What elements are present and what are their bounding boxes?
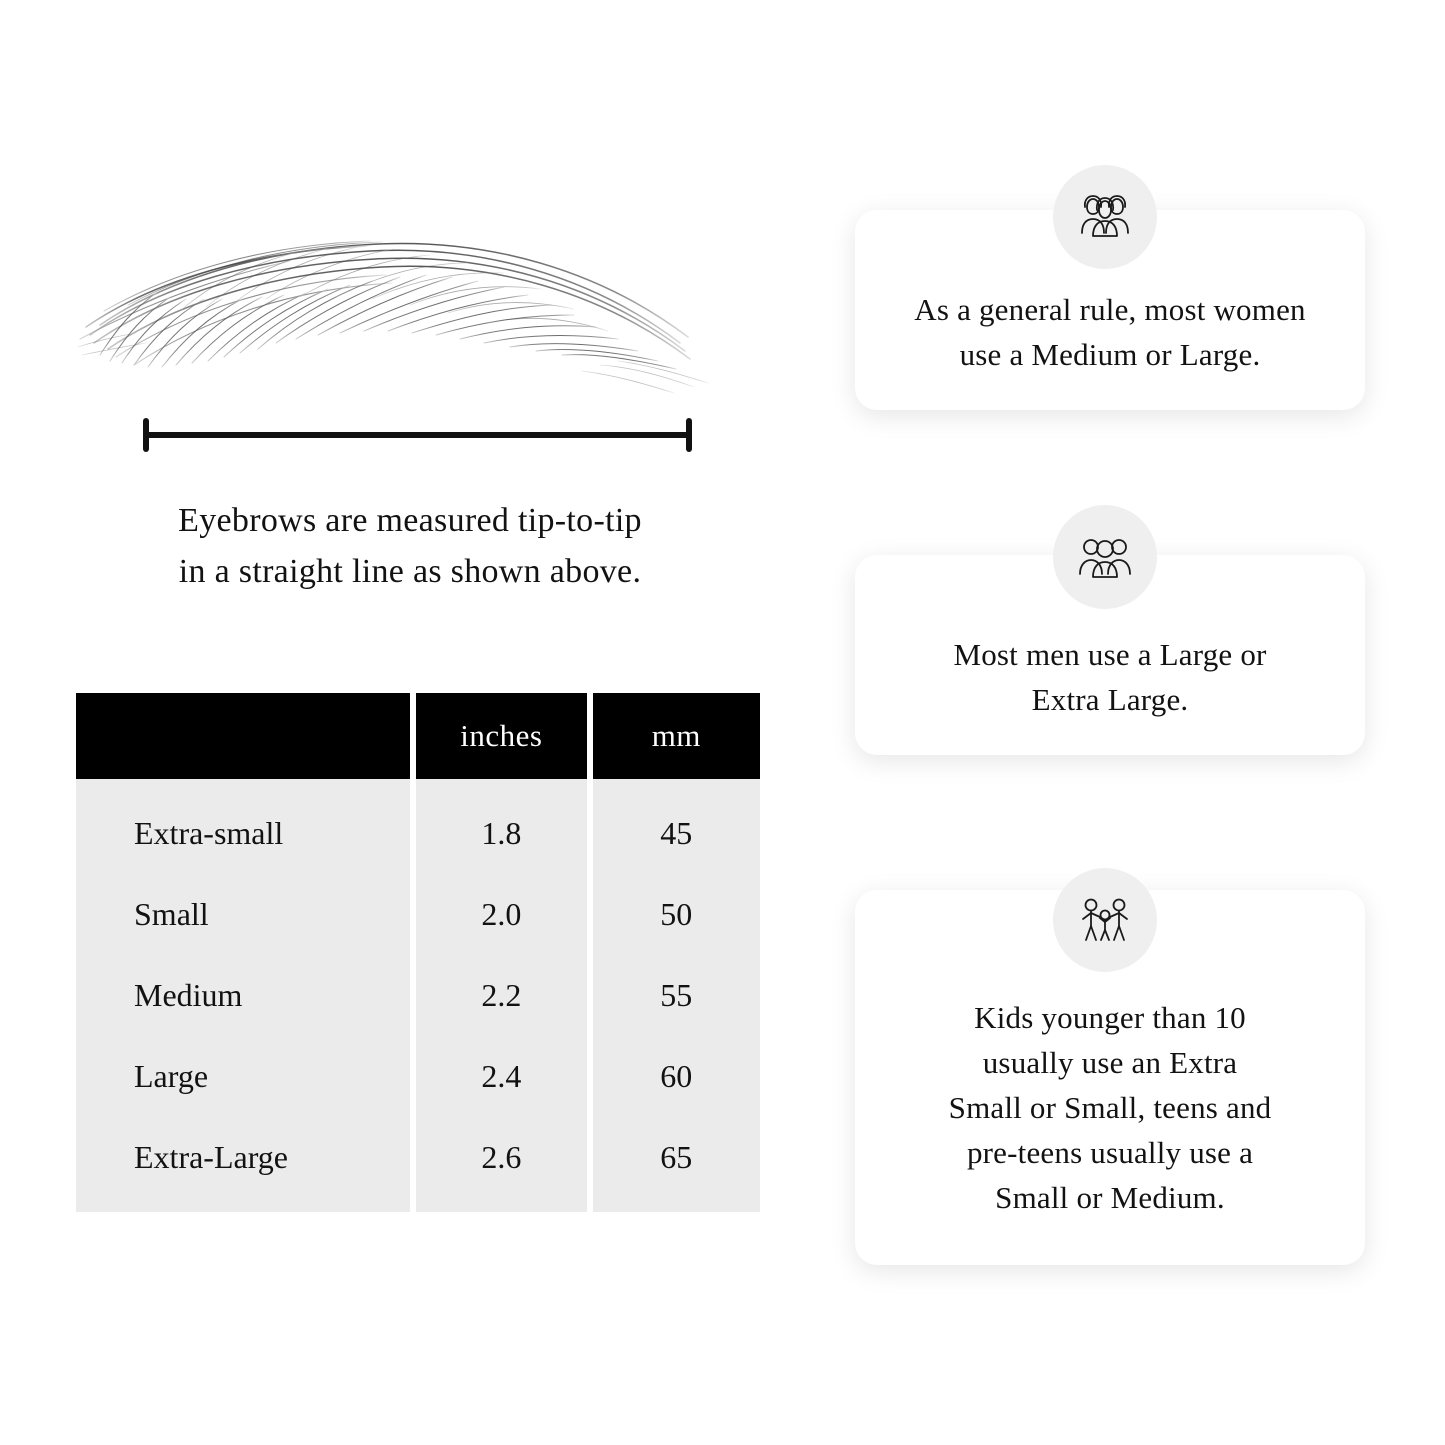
caption-line-1: Eyebrows are measured tip-to-tip [178, 502, 642, 539]
note-kids-line-4: pre-teens usually use a [966, 1134, 1254, 1170]
header-mm: mm [593, 693, 760, 779]
cell-size: Small [76, 874, 410, 955]
women-group-icon [1053, 165, 1157, 269]
note-kids-line-2: usually use an Extra [982, 1044, 1238, 1080]
measure-caption [70, 495, 750, 597]
note-men-line-2: Extra Large. [1031, 681, 1189, 717]
cell-inches: 2.2 [416, 955, 587, 1036]
header-inches: inches [416, 693, 587, 779]
family-kids-icon [1053, 868, 1157, 972]
table-row [76, 874, 760, 955]
eyebrow-illustration [70, 215, 730, 395]
cell-size: Medium [76, 955, 410, 1036]
table-body [76, 779, 760, 1212]
cell-inches: 1.8 [416, 779, 587, 874]
caption-line-2: in a straight line as shown above. [178, 553, 642, 590]
cell-mm: 50 [593, 874, 760, 955]
cell-mm: 55 [593, 955, 760, 1036]
table-row [76, 1036, 760, 1117]
cell-mm: 60 [593, 1036, 760, 1117]
table-header [76, 693, 760, 779]
cell-mm: 45 [593, 779, 760, 874]
note-women-line-1: As a general rule, most women [914, 292, 1306, 327]
note-kids-line-5: Small or Medium. [995, 1179, 1225, 1215]
cell-mm: 65 [593, 1117, 760, 1212]
cell-size: Large [76, 1036, 410, 1117]
size-chart-table [70, 693, 766, 1212]
measurement-bar-icon [140, 415, 695, 455]
note-men-line-1: Most men use a Large or [953, 637, 1267, 672]
table-row [76, 1117, 760, 1212]
note-kids-line-3: Small or Small, teens and [948, 1089, 1272, 1125]
note-women-line-2: use a Medium or Large. [959, 336, 1261, 372]
table-row [76, 779, 760, 874]
cell-size: Extra-Large [76, 1117, 410, 1212]
men-group-icon [1053, 505, 1157, 609]
cell-size: Extra-small [76, 779, 410, 874]
note-kids-line-1: Kids younger than 10 [974, 1000, 1246, 1035]
cell-inches: 2.6 [416, 1117, 587, 1212]
header-size [76, 693, 410, 779]
table-row [76, 955, 760, 1036]
table-header-row [76, 693, 760, 779]
cell-inches: 2.0 [416, 874, 587, 955]
cell-inches: 2.4 [416, 1036, 587, 1117]
